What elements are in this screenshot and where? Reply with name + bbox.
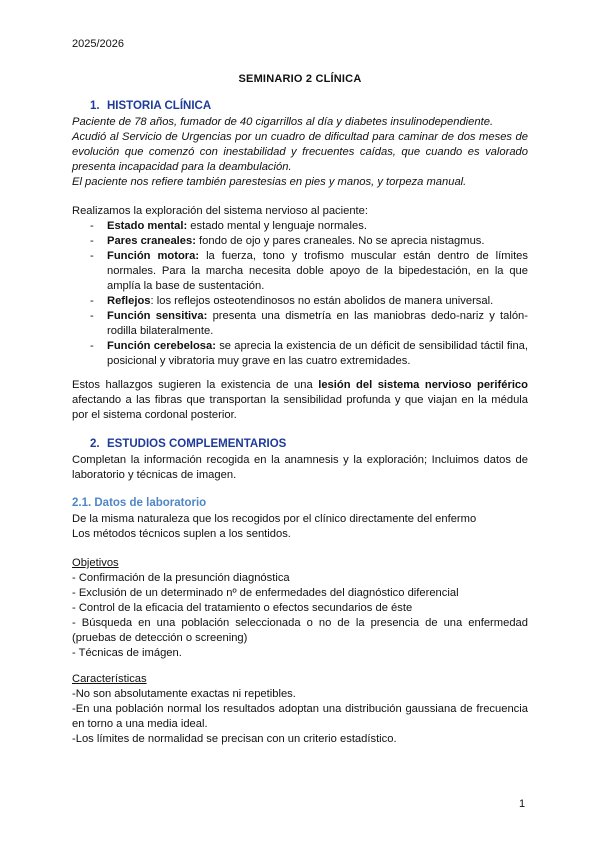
exam-item (90, 249, 528, 294)
characteristics-heading: Características (72, 673, 147, 685)
case-description (72, 115, 528, 190)
section1-heading (90, 100, 211, 112)
academic-year: 2025/2026 (72, 38, 124, 50)
section1-number: 1. (90, 100, 100, 112)
lab-data-text (72, 512, 528, 542)
exam-item-text: presenta una dismetría en las maniobras dedo-nariz y talón-rodilla bilateralmente. (107, 310, 529, 337)
section2-heading (90, 438, 286, 450)
exam-item (90, 309, 528, 339)
section2-number: 2. (90, 438, 100, 450)
exam-item-text: fondo de ojo y pares craneales. No se aprecia nistagmus. (195, 235, 485, 247)
exam-item-label: Estado mental: (107, 220, 188, 232)
characteristic-item: -En una población normal los resultados adoptan una distribución gaussiana de frecuencia en torno a una media ideal. (72, 703, 528, 730)
conclusion-text: Estos hallazgos sugieren la existencia de una (72, 379, 319, 391)
exam-item-text: : los reflejos osteotendinosos no están abolidos de manera universal. (150, 295, 494, 307)
exam-item-label: Función cerebelosa: (107, 340, 216, 352)
conclusion-highlight: lesión del sistema nervioso periférico (318, 379, 528, 391)
exam-item (90, 294, 528, 309)
exam-item (90, 219, 528, 234)
exam-item-label: Pares craneales: (107, 235, 196, 247)
objective-item: - Control de la eficacia del tratamiento o efectos secundarios de éste (72, 602, 413, 614)
exam-item-text: estado mental y lenguaje normales. (187, 220, 367, 232)
exam-item-text: la fuerza, tono y trofismo muscular están dentro de límites normales. Para la marcha necesita doble apoyo de la bipedestación, en la que amplía la base de sustentación. (107, 250, 529, 292)
section2-intro: Completan la información recogida en la anamnesis y la exploración; Incluimos datos de laboratorio y técnicas de imagen. (72, 454, 528, 481)
subsection-heading: 2.1. Datos de laboratorio (72, 497, 207, 509)
objective-item: - Búsqueda en una población seleccionada o no de la presencia de una enfermedad (pruebas de detección o screening) (72, 617, 528, 644)
exam-intro: Realizamos la exploración del sistema nervioso al paciente: (72, 205, 368, 217)
exam-item-text: se aprecia la existencia de un déficit de sensibilidad táctil fina, posicional y vibratoria muy grave en las cuatro extremidades. (107, 340, 528, 367)
characteristics-block (72, 672, 528, 747)
lab-data-line: De la misma naturaleza que los recogidos por el clínico directamente del enfermo (72, 513, 477, 525)
case-line: Acudió al Servicio de Urgencias por un cuadro de dificultad para caminar de dos meses de evolución que comenzó con inestabilidad y frecuentes caídas, que cuando es valorado presenta incapacidad para la deambulación. (72, 131, 528, 173)
case-line: Paciente de 78 años, fumador de 40 cigarrillos al día y diabetes insulinodependiente. (72, 116, 494, 128)
objective-item: - Confirmación de la presunción diagnóstica (72, 572, 290, 584)
exam-item-label: Función motora: (107, 250, 200, 262)
page-number: 1 (519, 798, 526, 810)
exam-conclusion (72, 378, 528, 423)
document-title: SEMINARIO 2 CLÍNICA (238, 73, 362, 85)
characteristic-item: -No son absolutamente exactas ni repetibles. (72, 688, 296, 700)
exam-item (90, 339, 528, 369)
objective-item: - Técnicas de imágen. (72, 647, 182, 659)
section1-title: HISTORIA CLÍNICA (107, 100, 212, 112)
lab-data-line: Los métodos técnicos suplen a los sentidos. (72, 528, 291, 540)
case-line: El paciente nos refiere también parestesias en pies y manos, y torpeza manual. (72, 176, 467, 188)
objectives-block (72, 556, 528, 661)
exam-list (90, 219, 528, 369)
conclusion-text: afectando a las fibras que transportan la sensibilidad profunda y que viajan en la médula por el sistema cordonal posterior. (72, 394, 528, 421)
objective-item: - Exclusión de un determinado nº de enfermedades del diagnóstico diferencial (72, 587, 459, 599)
characteristic-item: -Los límites de normalidad se precisan con un criterio estadístico. (72, 733, 397, 745)
exam-item (90, 234, 528, 249)
exam-item-label: Reflejos (107, 295, 151, 307)
exam-item-label: Función sensitiva: (107, 310, 208, 322)
section2-title: ESTUDIOS COMPLEMENTARIOS (107, 438, 287, 450)
objectives-heading: Objetivos (72, 557, 119, 569)
